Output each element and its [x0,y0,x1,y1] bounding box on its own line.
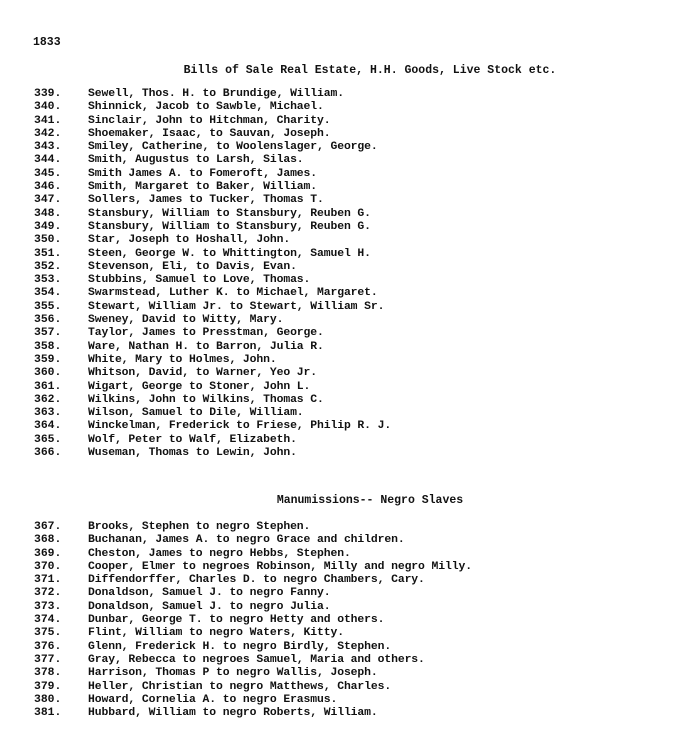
entry-number: 375. [34,627,62,640]
entry-text: Smiley, Catherine, to Woolenslager, George. [88,141,378,154]
entry-text: Star, Joseph to Hoshall, John. [88,234,291,247]
page-year: 1833 [33,36,61,49]
list-item [34,208,391,221]
entry-number: 347. [34,194,62,207]
list-item [34,181,391,194]
entry-text: Sollers, James to Tucker, Thomas T. [88,194,324,207]
entry-text: Smith, Margaret to Baker, William. [88,181,318,194]
bills-of-sale-list [34,88,391,460]
entry-number: 380. [34,693,62,706]
manumissions-list [34,521,472,720]
list-item [34,248,391,261]
entry-number: 357. [34,327,62,340]
list-item [34,221,391,234]
entry-text: Swarmstead, Luther K. to Michael, Margaret. [88,287,378,300]
entry-number: 374. [34,614,62,627]
entry-number: 360. [34,367,62,380]
entry-text: Smith James A. to Fomeroft, James. [88,167,318,180]
list-item [34,654,472,667]
section-heading-bills-of-sale: Bills of Sale Real Estate, H.H. Goods, Live Stock etc. [183,64,557,77]
entry-text: Wolf, Peter to Walf, Elizabeth. [88,433,297,446]
entry-text: Shinnick, Jacob to Sawble, Michael. [88,101,324,114]
entry-number: 368. [34,534,62,547]
entry-number: 358. [34,340,62,353]
entry-number: 371. [34,574,62,587]
list-item [34,381,391,394]
list-item [34,641,472,654]
entry-number: 351. [34,247,62,260]
entry-text: Wilkins, John to Wilkins, Thomas C. [88,393,324,406]
entry-number: 348. [34,207,62,220]
entry-number: 350. [34,234,62,247]
entry-number: 367. [34,521,62,533]
list-item [34,194,391,207]
list-item [34,314,391,327]
entry-text: Stevenson, Eli, to Davis, Evan. [88,260,297,273]
entry-number: 363. [34,407,62,420]
entry-text: Flint, William to negro Waters, Kitty. [88,627,344,640]
entry-number: 370. [34,560,62,573]
list-item [34,667,472,680]
entry-number: 339. [34,88,62,100]
list-item [34,561,472,574]
entry-text: Wigart, George to Stoner, John L. [88,380,311,393]
list-item [34,447,391,460]
list-item [34,694,472,707]
entry-number: 341. [34,114,62,127]
entry-number: 378. [34,667,62,680]
entry-number: 361. [34,380,62,393]
entry-number: 352. [34,260,62,273]
entry-number: 349. [34,220,62,233]
entry-text: Winckelman, Frederick to Friese, Philip R. J. [88,420,392,433]
entry-number: 344. [34,154,62,167]
entry-number: 369. [34,547,62,560]
list-item [34,154,391,167]
entry-number: 377. [34,653,62,666]
list-item [34,707,472,720]
list-item [34,681,472,694]
entry-text: White, Mary to Holmes, John. [88,353,277,366]
entry-number: 365. [34,433,62,446]
list-item [34,534,472,547]
entry-text: Wilson, Samuel to Dile, William. [88,407,304,420]
entry-text: Hubbard, William to negro Roberts, William. [88,707,378,720]
entry-text: Ware, Nathan H. to Barron, Julia R. [88,340,324,353]
entry-number: 359. [34,353,62,366]
list-item [34,434,391,447]
entry-text: Steen, George W. to Whittington, Samuel H. [88,247,371,260]
entry-text: Donaldson, Samuel J. to negro Julia. [88,600,331,613]
entry-text: Taylor, James to Presstman, George. [88,327,324,340]
list-item [34,601,472,614]
entry-number: 366. [34,447,62,460]
list-item [34,521,472,534]
list-item [34,115,391,128]
entry-text: Stansbury, William to Stansbury, Reuben G. [88,207,371,220]
list-item [34,341,391,354]
entry-number: 355. [34,300,62,313]
entry-text: Sweney, David to Witty, Mary. [88,314,284,327]
entry-text: Diffendorffer, Charles D. to negro Chambers, Cary. [88,574,425,587]
list-item [34,128,391,141]
list-item [34,614,472,627]
entry-number: 356. [34,314,62,327]
list-item [34,141,391,154]
list-item [34,548,472,561]
entry-number: 379. [34,680,62,693]
entry-text: Gray, Rebecca to negroes Samuel, Maria and others. [88,653,425,666]
entry-text: Smith, Augustus to Larsh, Silas. [88,154,304,167]
list-item [34,287,391,300]
list-item [34,301,391,314]
entry-text: Cooper, Elmer to negroes Robinson, Milly and negro Milly. [88,560,472,573]
entry-text: Harrison, Thomas P to negro Wallis, Joseph. [88,667,378,680]
list-item [34,327,391,340]
entry-text: Brooks, Stephen to negro Stephen. [88,521,311,533]
entry-number: 343. [34,141,62,154]
entry-text: Stansbury, William to Stansbury, Reuben G. [88,220,371,233]
entry-number: 346. [34,181,62,194]
entry-text: Heller, Christian to negro Matthews, Charles. [88,680,392,693]
list-item [34,587,472,600]
entry-text: Dunbar, George T. to negro Hetty and others. [88,614,385,627]
list-item [34,261,391,274]
entry-text: Glenn, Frederick H. to negro Birdly, Stephen. [88,640,392,653]
entry-number: 373. [34,600,62,613]
entry-number: 340. [34,101,62,114]
entry-text: Sinclair, John to Hitchman, Charity. [88,114,331,127]
entry-number: 381. [34,707,62,720]
list-item [34,101,391,114]
entry-number: 354. [34,287,62,300]
list-item [34,354,391,367]
entry-number: 345. [34,167,62,180]
entry-text: Donaldson, Samuel J. to negro Fanny. [88,587,331,600]
entry-text: Buchanan, James A. to negro Grace and children. [88,534,405,547]
entry-text: Wuseman, Thomas to Lewin, John. [88,447,297,460]
entry-text: Cheston, James to negro Hebbs, Stephen. [88,547,351,560]
entry-number: 353. [34,274,62,287]
list-item [34,574,472,587]
list-item [34,394,391,407]
list-item [34,627,472,640]
entry-number: 376. [34,640,62,653]
entry-text: Shoemaker, Isaac, to Sauvan, Joseph. [88,127,331,140]
entry-text: Howard, Cornelia A. to negro Erasmus. [88,693,338,706]
list-item [34,367,391,380]
entry-text: Sewell, Thos. H. to Brundige, William. [88,88,344,100]
entry-number: 364. [34,420,62,433]
entry-number: 362. [34,393,62,406]
list-item [34,407,391,420]
entry-text: Stubbins, Samuel to Love, Thomas. [88,274,311,287]
list-item [34,168,391,181]
section-heading-manumissions: Manumissions-- Negro Slaves [276,494,464,507]
entry-number: 342. [34,127,62,140]
list-item [34,88,391,101]
list-item [34,274,391,287]
list-item [34,420,391,433]
entry-number: 372. [34,587,62,600]
entry-text: Stewart, William Jr. to Stewart, William Sr. [88,300,385,313]
list-item [34,234,391,247]
entry-text: Whitson, David, to Warner, Yeo Jr. [88,367,318,380]
